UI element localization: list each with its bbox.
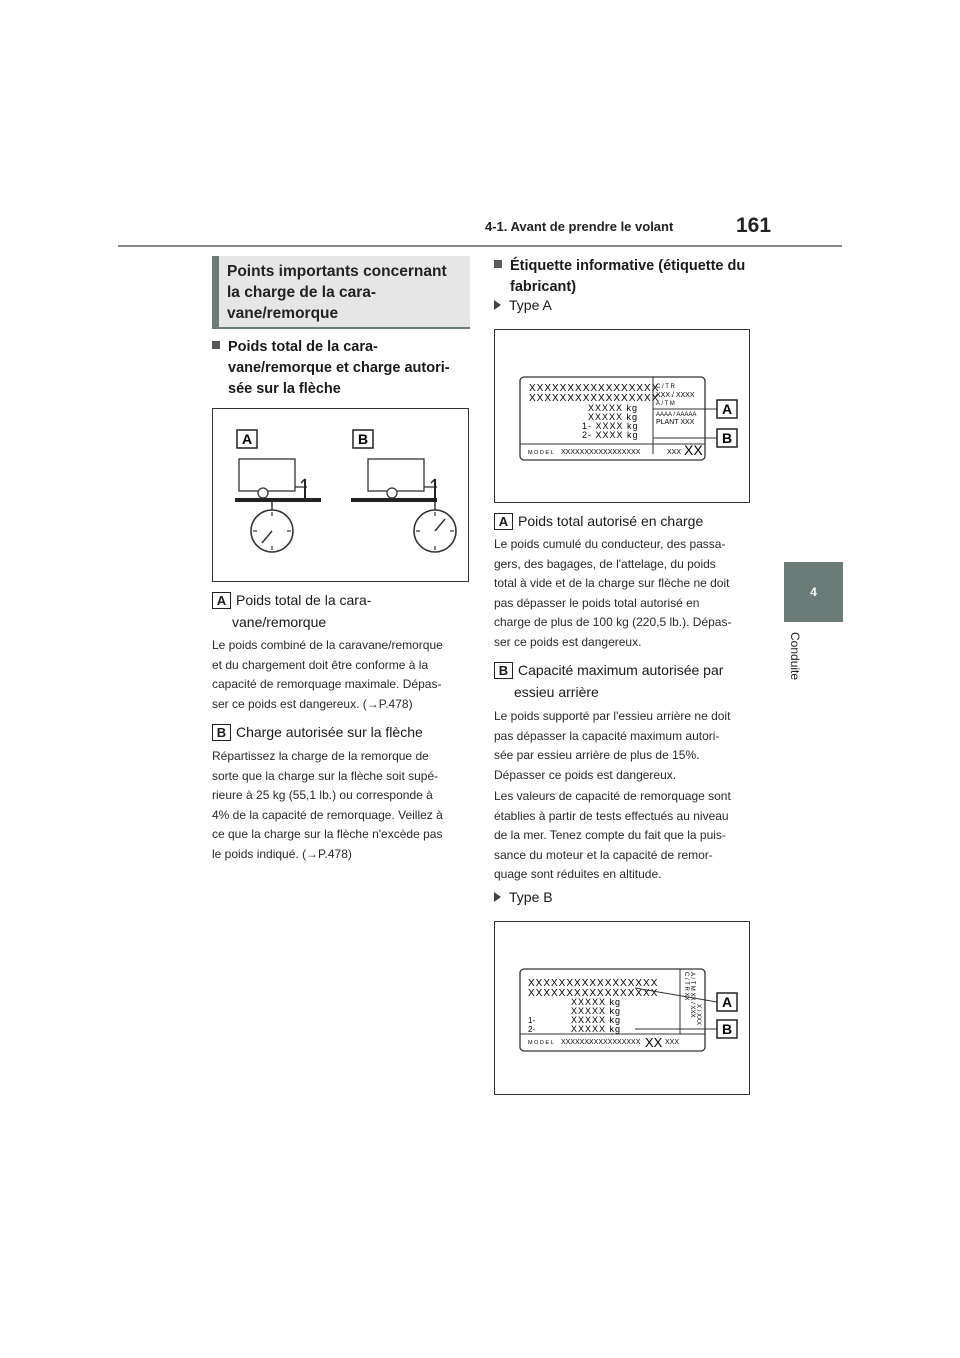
- label-b-model-x: XXXXXXXXXXXXXXXXX: [561, 1039, 641, 1046]
- label-a-row1: XXXXXXXXXXXXXXXXX: [529, 383, 660, 394]
- label-type-a-diagram: [495, 330, 749, 502]
- label-b-xx: XX: [645, 1035, 663, 1050]
- left-item-a-body: Le poids combiné de la caravane/remorque et du chargement doit être conforme à la capacité de remorquage maximale. Dépas- ser ce poids est dangereux. (→P.478): [212, 638, 443, 711]
- right-item-b-body: Le poids supporté par l'essieu arrière ne doit pas dépasser la capacité maximum autori- sée par essieu arrière de plus de 15%. Dépasser ce poids est dangereux.: [494, 709, 731, 782]
- label-a-kg4: 2- XXXX kg: [582, 430, 639, 440]
- label-a-kg2: XXXXX kg: [588, 412, 639, 422]
- trailer-a: [235, 459, 321, 552]
- header-divider: [118, 245, 842, 247]
- label-b-vertical-1: C / T R XX: [683, 972, 689, 1001]
- left-subheading: Poids total de la cara- vane/remorque et charge autori- sée sur la flèche: [212, 337, 472, 400]
- callout-b: B: [721, 1021, 733, 1037]
- label-b-kg1: XXXXX kg: [571, 997, 622, 1007]
- square-bullet-icon: [212, 341, 220, 349]
- right-note-body: Les valeurs de capacité de remorquage sont établies à partir de tests effectués au niveau de la mer. Tenez compte du fait que la puis- sance du moteur et la capacité de remor- quage sont réduites en altitude.: [494, 789, 731, 881]
- left-item-b-title: B Charge autorisée sur la flèche: [212, 721, 472, 743]
- label-a-kg1: XXXXX kg: [588, 403, 639, 413]
- label-a-xx: XX: [684, 442, 703, 458]
- label-a-atm: A / T M: [656, 401, 675, 407]
- label-b-l2: 2-: [528, 1025, 536, 1034]
- square-bullet-icon: [494, 260, 502, 268]
- right-item-a-body: Le poids cumulé du conducteur, des passa- gers, des bagages, de l'attelage, du poids total à vide et de la charge sur flèche ne doit pas dépasser le poids total autorisé en charge de plus de 100 kg (220,5 lb.). Dépas- ser ce poids est dangereux.: [494, 537, 732, 649]
- label-b-row1: XXXXXXXXXXXXXXXXX: [528, 978, 659, 989]
- label-b-kg3: XXXXX kg: [571, 1015, 622, 1025]
- callout-a: A: [721, 994, 733, 1010]
- label-type-a-figure: [494, 329, 750, 503]
- figure-label-b: B: [357, 431, 369, 447]
- right-item-b-title: B Capacité maximum autorisée par essieu arrière: [494, 659, 756, 703]
- section-title-box: [212, 256, 470, 329]
- callout-a: A: [721, 401, 733, 417]
- label-type-b-diagram: [495, 922, 749, 1094]
- trailer-weight-figure: [212, 408, 469, 582]
- right-subheading: Étiquette informative (étiquette du fabricant): [494, 256, 764, 298]
- chapter-tab: [784, 562, 843, 622]
- trailer-b: [351, 459, 456, 552]
- label-a-kg3: 1- XXXX kg: [582, 421, 639, 431]
- label-b-l1: 1-: [528, 1016, 536, 1025]
- section-title-line: Points importants concernant: [227, 263, 447, 280]
- type-a-line: Type A: [494, 297, 552, 313]
- section-title-line: vane/remorque: [227, 305, 339, 322]
- label-a-plant: PLANT XXX: [656, 419, 695, 426]
- label-a-xxx2: XXX: [667, 449, 682, 456]
- label-a-row2: XXXXXXXXXXXXXXXXX: [529, 393, 660, 404]
- chapter-number: 4: [810, 585, 817, 599]
- label-a-xxx: XXX / XXXX: [656, 392, 695, 399]
- label-b-kg4: XXXXX kg: [571, 1024, 622, 1034]
- label-b-xxx: XXX: [665, 1039, 680, 1046]
- chapter-label: Conduite: [788, 632, 802, 681]
- label-a-model: M O D E L: [528, 450, 554, 456]
- label-a-ctr: C / T R: [656, 384, 675, 390]
- label-a-model-x: XXXXXXXXXXXXXXXXX: [561, 449, 641, 456]
- page-number: 161: [736, 214, 772, 237]
- label-b-row2: XXXXXXXXXXXXXXXXX: [528, 988, 659, 999]
- left-item-b-body: Répartissez la charge de la remorque de sorte que la charge sur la flèche soit supé- rieure à 25 kg (55,1 lb.) ou corresponde à 4% de la capacité de remorquage. Veillez à ce que la charge sur la flèche n'excède pas le poids indiqué. (→P.478): [212, 749, 443, 861]
- right-item-a-title: A Poids total autorisé en charge: [494, 510, 756, 532]
- label-b-vertical-2: A / T M XX / XXX: [689, 972, 695, 1018]
- label-b-vertical-3: X / XXX: [695, 1004, 701, 1026]
- label-type-b-figure: [494, 921, 750, 1095]
- label-b-badge: B: [212, 724, 231, 741]
- label-b-badge: B: [494, 662, 513, 679]
- triangle-bullet-icon: [494, 300, 501, 310]
- trailer-weight-diagram: [213, 409, 468, 581]
- label-b-kg2: XXXXX kg: [571, 1006, 622, 1016]
- section-header: 4-1. Avant de prendre le volant: [485, 219, 674, 234]
- label-b-model: M O D E L: [528, 1040, 554, 1046]
- label-a-aaaa: AAAA / AAAAA: [656, 412, 697, 418]
- label-a-badge: A: [494, 513, 513, 530]
- figure-label-a: A: [241, 431, 253, 447]
- triangle-bullet-icon: [494, 892, 501, 902]
- type-b-line: Type B: [494, 889, 553, 905]
- left-item-a-title: A Poids total de la cara- vane/remorque: [212, 589, 472, 633]
- label-a-badge: A: [212, 592, 231, 609]
- section-title-line: la charge de la cara-: [227, 284, 377, 301]
- callout-b: B: [721, 430, 733, 446]
